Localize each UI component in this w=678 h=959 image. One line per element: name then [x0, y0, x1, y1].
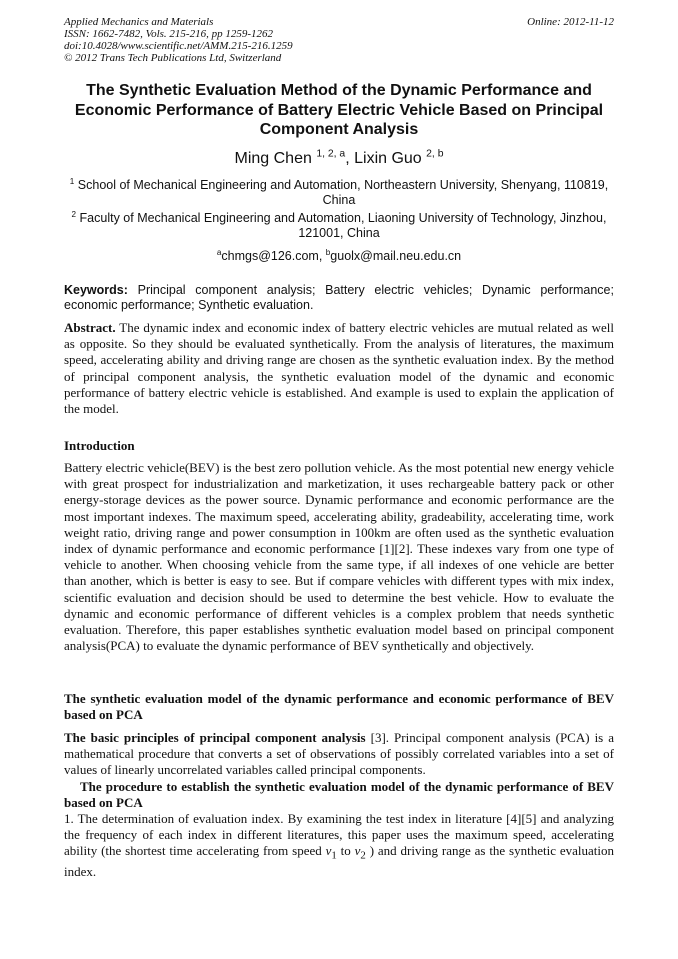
author-sup: 1, 2, a — [316, 148, 346, 160]
var-v2-sub: 2 — [360, 850, 366, 862]
affiliation-text: School of Mechanical Engineering and Automation, Northeastern University, Shenyang, 110819, China — [77, 178, 609, 207]
email-sup: a — [216, 247, 222, 257]
email-link[interactable]: guolx@mail.neu.edu.cn — [330, 249, 462, 263]
basic-principles-paragraph — [64, 730, 614, 779]
issn: ISSN: 1662-7482, Vols. 215-216, pp 1259-1262 — [64, 28, 273, 40]
email-sup: b — [325, 247, 331, 257]
introduction-text: Battery electric vehicle(BEV) is the best zero pollution vehicle. As the most potential new energy vehicle with great prospect for industrialization and marketization, it uses rechargeable battery pack or other energy-storage devices as the power source. Dynamic performance and economic performance are the most important indexes. The maximum speed, accelerating ability, gradeability, accelerating time, work weight ratio, driving range and power consumption in 100km are often used as the synthetic evaluation index of dynamic performance and economic performance [1][2]. These indexes vary from one type of vehicle to another. When choosing vehicle from the same type, if all indexes of one vehicle are better than another, which is better is easy to see. But if compare vehicles with different types with mix index, scientific evaluation and decision should be used to determine the best vehicle. How to evaluate the dynamic and economic performance of different vehicles is a complex problem that needs synthetic evaluation. Therefore, this paper establishes synthetic evaluation model based on principal component analysis(PCA) to evaluate the dynamic performance of BEV synthetically and objectively. — [64, 460, 614, 654]
abstract-label: Abstract. — [64, 320, 116, 335]
keywords — [64, 283, 614, 313]
author-sup: 2, b — [426, 148, 444, 160]
affiliation-text: Faculty of Mechanical Engineering and Automation, Liaoning University of Technology, Jinzhou, 121001, China — [79, 211, 607, 240]
copyright: © 2012 Trans Tech Publications Ltd, Switzerland — [64, 52, 282, 64]
affiliation-1 — [60, 178, 618, 208]
affiliation-2 — [60, 211, 618, 241]
journal-header — [64, 16, 614, 64]
abstract-text: The dynamic index and economic index of battery electric vehicles are mutual related as well as opposite. So they should be evaluated synthetically. From the analysis of literatures, the maximum speed, accelerating ability and driving range are chosen as the synthetic evaluation index. By the method of principal component analysis, the synthetic evaluation model of the dynamic and economic performance of battery electric vehicle is established. And example is used to explain the application of the model. — [64, 320, 614, 417]
paper-title: The Synthetic Evaluation Method of the Dynamic Performance and Economic Performance of Battery Electric Vehicle Based on Principal Component Analysis — [74, 82, 604, 138]
item-1-text: 1. The determination of evaluation index. By examining the test index in literature [4][5] and analyzing the frequency of each index in different literatures, this paper uses the maximum speed, accelerating ability (the shortest time accelerating from speed — [64, 811, 614, 859]
introduction-heading: Introduction — [64, 438, 135, 453]
citation: [3]. — [365, 730, 390, 745]
section-heading: The synthetic evaluation model of the dynamic performance and economic performance of BEV based on PCA — [64, 691, 614, 723]
basic-principles-label: The basic principles of principal component analysis — [64, 730, 366, 745]
item-1-paragraph — [64, 811, 614, 880]
email-link[interactable]: chmgs@126.com — [221, 249, 319, 263]
online-date: Online: 2012-11-12 — [527, 16, 614, 28]
item-1-text: to — [336, 843, 355, 859]
var-v1-sub: 1 — [331, 850, 337, 862]
keywords-label: Keywords: — [64, 283, 128, 297]
author-name: Ming Chen — [234, 150, 312, 167]
author-name: Lixin Guo — [354, 150, 422, 167]
basic-principles-text: Principal component analysis (PCA) is a mathematical procedure that converts a set of observations of possibly correlated variables into a set of values of linearly uncorrelated variables called principal components. — [64, 730, 615, 778]
authors: Ming Chen $^{1, 2, a}$, Lixin Guo $^{2, b}$ — [234, 148, 444, 167]
affiliation-num: 2 — [71, 209, 77, 219]
doi: doi:10.4028/www.scientific.net/AMM.215-216.1259 — [64, 40, 293, 52]
emails: $^a$chmgs@126.com, $^b$guolx@mail.neu.edu.cn — [216, 247, 462, 263]
abstract — [64, 320, 614, 417]
var-v1: v — [325, 843, 332, 859]
item-1-text: ) and driving range as the synthetic evaluation index. — [64, 843, 614, 880]
journal-name: Applied Mechanics and Materials — [64, 16, 214, 28]
affiliation-num: 1 — [69, 176, 75, 186]
procedure-heading: The procedure to establish the synthetic evaluation model of the dynamic performance of BEV based on PCA — [64, 779, 614, 811]
keywords-text: Principal component analysis; Battery electric vehicles; Dynamic performance; economic performance; Synthetic evaluation. — [64, 283, 614, 312]
var-v2: v — [354, 843, 361, 859]
